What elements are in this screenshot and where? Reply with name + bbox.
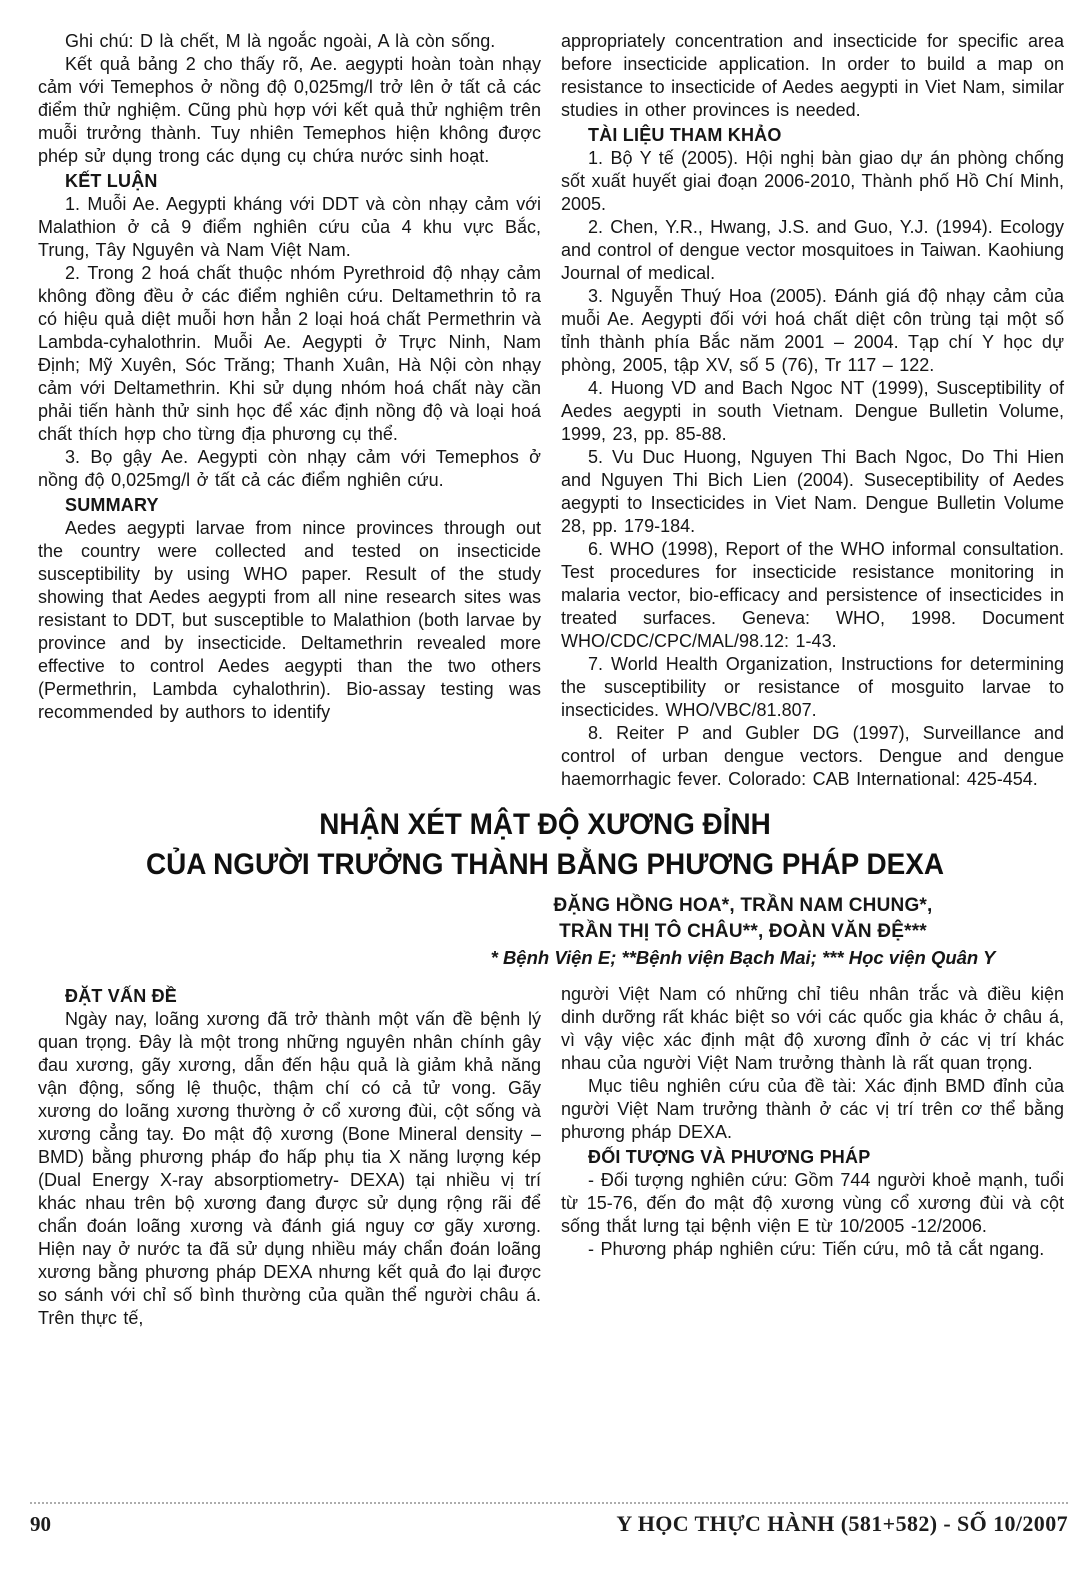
reference-item-8: 8. Reiter P and Gubler DG (1997), Surveillance and control of urban dengue vectors. Dengue and dengue haemorrhagic fever. Colorado: CAB International: 425-454.	[561, 723, 1064, 789]
reference-item-1: 1. Bộ Y tế (2005). Hội nghị bàn giao dự án phòng chống sốt xuất huyết giai đoạn 2006-2010, Thành phố Hồ Chí Minh, 2005.	[561, 148, 1064, 214]
article1-left-column	[38, 30, 541, 791]
conclusion-item-1: 1. Muỗi Ae. Aegypti kháng với DDT và còn nhạy cảm với Malathion ở cả 9 điểm nghiên cứu của 4 khu vực Bắc, Trung, Tây Nguyên và Nam Việt Nam.	[38, 194, 541, 260]
reference-item-3: 3. Nguyễn Thuý Hoa (2005). Đánh giá độ nhạy cảm của muỗi Ae. Aegypti đối với hoá chất diệt côn trùng tại một số tỉnh thành phía Bắc năm 2001 – 2004. Tạp chí Y học dự phòng, 2005, tập XV, số 5 (76), Tr 117 – 122.	[561, 286, 1064, 375]
reference-item-7: 7. World Health Organization, Instructions for determining the susceptibility or resistance of mosguito larvae to insecticides. WHO/VBC/81.807.	[561, 654, 1064, 720]
article2-header	[0, 805, 1090, 971]
reference-item-4: 4. Huong VD and Bach Ngoc NT (1999), Susceptibility of Aedes aegypti in south Vietnam. Dengue Bulletin Volume, 1999, 23, pp. 85-88.	[561, 378, 1064, 444]
conclusion-item-2: 2. Trong 2 hoá chất thuộc nhóm Pyrethroid độ nhạy cảm không đồng đều ở các điểm nghiên cứu. Deltamethrin tỏ ra có hiệu quả diệt muỗi hơn hẳn 2 loại hoá chất Permethrin và Lambda-cyhalothrin. Muỗi Ae. Aegypti ở Trực Ninh, Nam Định; Mỹ Xuyên, Sóc Trăng; Thanh Xuân, Hà Nội còn nhạy cảm với Deltamethrin. Khi sử dụng nhóm hoá chất này cần phải tiến hành thử sinh học để xác định nồng độ và loại hoá chất thích hợp cho từng địa phương cụ thể.	[38, 263, 541, 444]
article2-title-line-2: CỦA NGƯỜI TRƯỞNG THÀNH BẰNG PHƯƠNG PHÁP DEXA	[145, 848, 945, 881]
article1-right-column	[561, 30, 1064, 791]
introduction-paragraph: Ngày nay, loãng xương đã trở thành một vấn đề bệnh lý quan trọng. Đây là một trong những nguyên nhân chính gây đau xương, gãy xương, dẫn đến hậu quả là giảm khả năng vận động, sống lệ thuộc, thậm chí có cả tử vong. Gãy xương do loãng xương thường ở cổ xương đùi, cột sống và xương cẳng tay. Đo mật độ xương (Bone Mineral density – BMD) bằng phương pháp đo hấp phụ tia X năng lượng kép (Dual Energy X-ray absorptiometry- DEXA) tại nhiều vị trí khác nhau trên bộ xương đang được sử dụng rộng rãi để chẩn đoán loãng xương và đánh giá nguy cơ gãy xương. Hiện nay ở nước ta đã sử dụng nhiều máy chẩn đoán loãng xương bằng phương pháp DEXA nhưng kết quả đo lại được so sánh với chỉ số bình thường của quần thể người châu á. Trên thực tế,	[38, 1009, 541, 1328]
authors-line-2: TRẦN THỊ TÔ CHÂU**, ĐOÀN VĂN ĐỆ***	[559, 921, 927, 942]
article2-authors-block	[438, 893, 1048, 971]
page-footer	[30, 1502, 1068, 1537]
affiliations-line: * Bệnh Viện E; **Bệnh viện Bạch Mai; *** Học viện Quân Y	[490, 947, 996, 968]
article2-title-line-1: NHẬN XÉT MẬT ĐỘ XƯƠNG ĐỈNH	[319, 808, 771, 841]
article2-right-column	[561, 983, 1064, 1330]
methods-heading: ĐỐI TƯỢNG VÀ PHƯƠNG PHÁP	[588, 1147, 871, 1167]
journal-title: Y HỌC THỰC HÀNH (581+582) - SỐ 10/2007	[616, 1511, 1068, 1536]
reference-item-5: 5. Vu Duc Huong, Nguyen Thi Bach Ngoc, Do Thi Hien and Nguyen Thi Bich Lien (2004). Suseceptibility of Aedes aegypti to Insecticides in Viet Nam. Dengue Bulletin Volume 28, pp. 179-184.	[561, 447, 1064, 536]
introduction-heading: ĐẶT VẤN ĐỀ	[65, 986, 178, 1006]
summary-heading: SUMMARY	[65, 495, 159, 515]
reference-item-2: 2. Chen, Y.R., Hwang, J.S. and Guo, Y.J. (1994). Ecology and control of dengue vector mosquitoes in Taiwan. Kaohiung Journal of medical.	[561, 217, 1064, 283]
conclusion-heading: KẾT LUẬN	[65, 171, 158, 191]
introduction-continuation-paragraph: người Việt Nam có những chỉ tiêu nhân trắc và điều kiện dinh dưỡng rất khác biệt so với các quốc gia khác ở châu á, vì vậy việc xác định mật độ xương đỉnh ở các vị trí khác nhau của người Việt Nam trưởng thành là rất quan trọng.	[561, 984, 1064, 1073]
results-paragraph: Kết quả bảng 2 cho thấy rõ, Ae. aegypti hoàn toàn nhạy cảm với Temephos ở nồng độ 0,025mg/l trở lên ở tất cả các điểm thử nghiệm. Cũng phù hợp với kết quả thử nghiệm trên muỗi trưởng thành. Tuy nhiên Temephos hiện không được phép sử dụng trong các dụng cụ chứa nước sinh hoạt.	[38, 54, 541, 166]
footer-divider	[30, 1502, 1068, 1504]
authors-line-1: ĐẶNG HỒNG HOA*, TRẦN NAM CHUNG*,	[553, 895, 933, 916]
summary-paragraph: Aedes aegypti larvae from nince provinces through out the country were collected and tested on insecticide susceptibility by using WHO paper. Result of the study showing that Aedes aegypti from all nine research sites was resistant to DDT, but susceptible to Malathion (both larvae by province and by insecticide. Deltamethrin revealed more effective to control Aedes aegypti than the two others (Permethrin, Lambda cyhalothrin). Bio-assay testing was recommended by authors to identify	[38, 518, 541, 722]
methods-design-paragraph: - Phương pháp nghiên cứu: Tiến cứu, mô tả cắt ngang.	[588, 1239, 1045, 1259]
summary-continuation-paragraph: appropriately concentration and insecticide for specific area before insecticide application. In order to build a map on resistance to insecticide of Aedes aegypti in Viet Nam, similar studies in other provinces is needed.	[561, 31, 1064, 120]
article2-section	[0, 983, 1090, 1330]
footer-row	[30, 1511, 1068, 1537]
reference-item-6: 6. WHO (1998), Report of the WHO informal consultation. Test procedures for insecticide resistance monitoring in malaria vector, bio-efficacy and persistence of insecticides in treated surfaces. Geneva: WHO, 1998. Document WHO/CDC/CPC/MAL/98.12: 1-43.	[561, 539, 1064, 651]
methods-subjects-paragraph: - Đối tượng nghiên cứu: Gồm 744 người khoẻ mạnh, tuổi từ 15-76, đến đo mật độ xương vùng cổ xương đùi và cột sống thắt lưng tại bệnh viện E từ 10/2005 -12/2006.	[561, 1170, 1064, 1236]
objective-paragraph: Mục tiêu nghiên cứu của đề tài: Xác định BMD đỉnh của người Việt Nam trưởng thành ở các vị trí trên cơ thể bằng phương pháp DEXA.	[561, 1076, 1064, 1142]
table-note-paragraph: Ghi chú: D là chết, M là ngoắc ngoài, A là còn sống.	[65, 31, 496, 51]
references-heading: TÀI LIỆU THAM KHẢO	[588, 125, 782, 145]
article2-left-column	[38, 983, 541, 1330]
conclusion-item-3: 3. Bọ gậy Ae. Aegypti còn nhạy cảm với Temephos ở nồng độ 0,025mg/l ở tất cả các điểm nghiên cứu.	[38, 447, 541, 490]
page-number: 90	[30, 1512, 51, 1536]
article2-title	[0, 805, 1090, 885]
